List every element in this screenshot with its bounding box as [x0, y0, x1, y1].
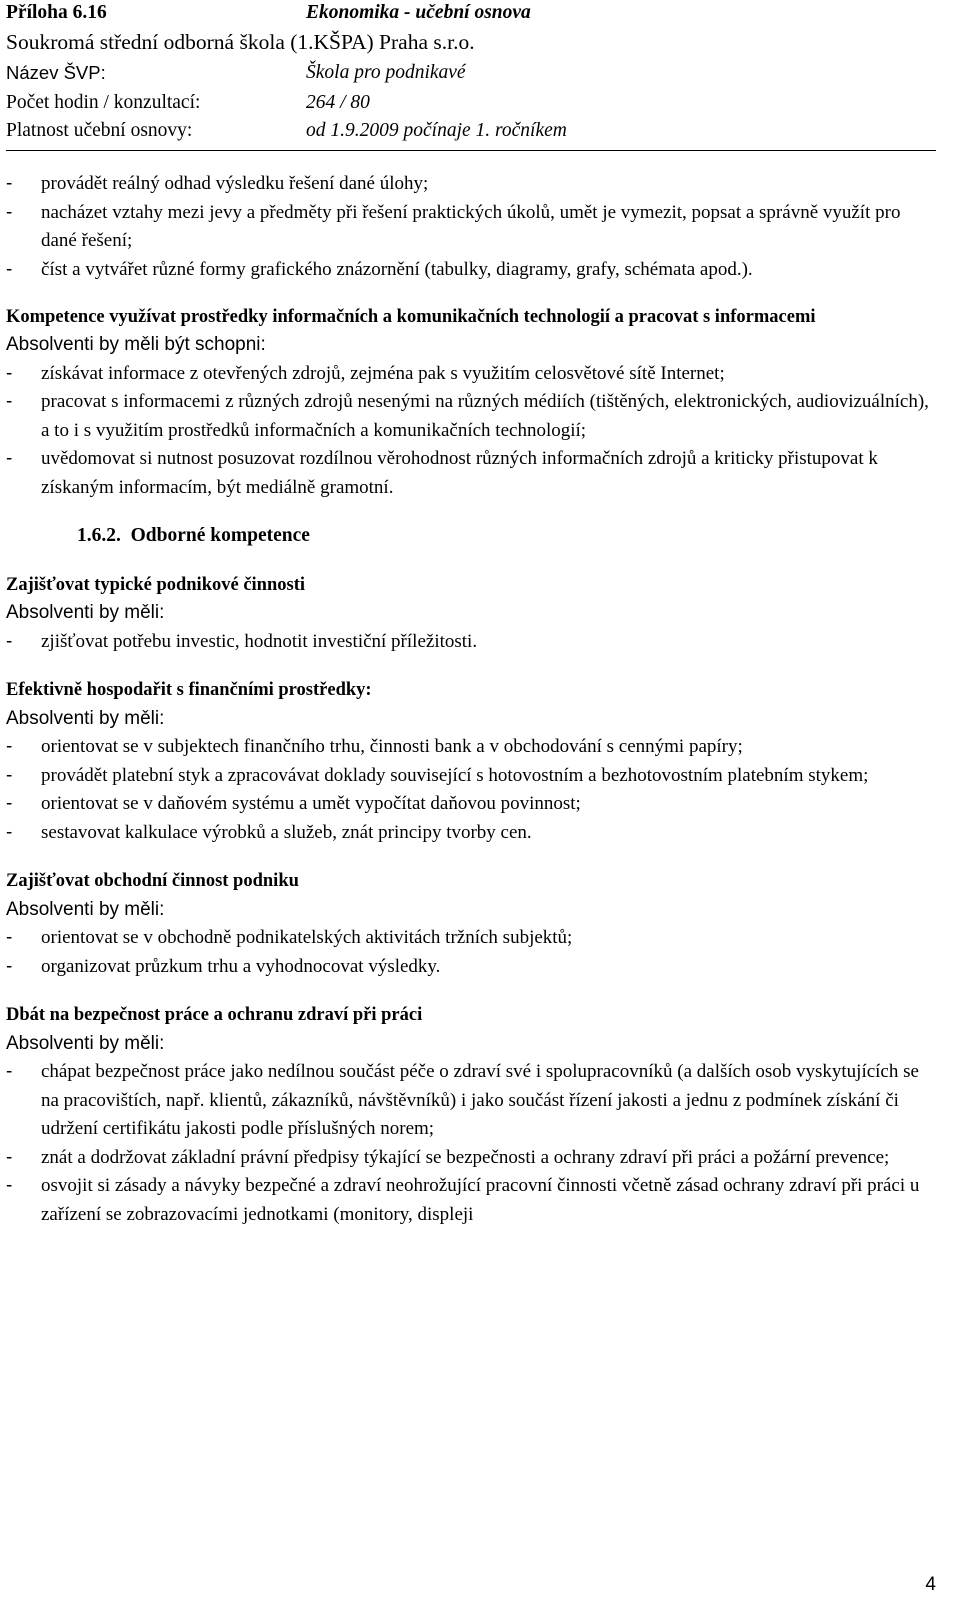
section-item-list [6, 628, 938, 657]
list-item: - osvojit si zásady a návyky bezpečné a zdraví neohrožující pracovní činnosti včetně zásad ochrany zdraví při práci u zařízení se zobrazovacími jednotkami (monitory, displeji [6, 1172, 938, 1229]
svp-value: Škola pro podnikavé [306, 62, 466, 83]
list-item: - orientovat se v subjektech finančního trhu, činnosti bank a v obchodování s cennými papíry; [6, 733, 938, 762]
subject-title: Ekonomika - učební osnova [306, 2, 531, 23]
odborne-title: Odborné kompetence [130, 525, 310, 546]
list-item: - nacházet vztahy mezi jevy a předměty při řešení praktických úkolů, umět je vymezit, popsat a správně využít pro dané řešení; [6, 199, 938, 256]
validity-value: od 1.9.2009 počínaje 1. ročníkem [306, 120, 567, 141]
section-item-list [6, 1058, 938, 1229]
school-name: Soukromá střední odborná škola (1.KŠPA) Praha s.r.o. [6, 30, 475, 54]
list-item: - pracovat s informacemi z různých zdrojů nesenými na různých médiích (tištěných, elektronických, audiovizuálních), a to i s využitím prostředků informačních a komunikačních technologií; [6, 388, 938, 445]
ict-item-list [6, 360, 938, 503]
list-item: - orientovat se v daňovém systému a umět vypočítat daňovou povinnost; [6, 790, 938, 819]
list-item: - zjišťovat potřebu investic, hodnotit investiční příležitosti. [6, 628, 938, 657]
document-header [6, 0, 936, 151]
section-item-list [6, 924, 938, 981]
section-title: Zajišťovat typické podnikové činnosti [6, 574, 305, 595]
svp-label: Název ŠVP: [6, 62, 106, 83]
hours-value: 264 / 80 [306, 92, 370, 113]
ict-intro: Absolventi by měli být schopni: [6, 334, 266, 355]
list-item: - organizovat průzkum trhu a vyhodnocovat výsledky. [6, 953, 938, 982]
section-title: Dbát na bezpečnost práce a ochranu zdraví při práci [6, 1005, 423, 1025]
odborne-heading [6, 522, 938, 551]
list-item: - provádět reálný odhad výsledku řešení dané úlohy; [6, 170, 938, 199]
list-item: - chápat bezpečnost práce jako nedílnou součást péče o zdraví své i spolupracovníků (a dalších osob vyskytujících se na pracovištích, např. klientů, zákazníků, návštěvníků) i jako součást řízení jakosti a jednu z podmínek získání či udržení certifikátu jakosti podle příslušných norem; [6, 1058, 938, 1144]
section-item-list [6, 733, 938, 847]
top-item-list [6, 170, 938, 284]
page-number: 4 [925, 1574, 936, 1595]
odborne-number: 1.6.2. [77, 525, 121, 546]
section-intro: Absolventi by měli: [6, 1032, 165, 1054]
validity-label: Platnost učební osnovy: [6, 120, 193, 141]
list-item: - orientovat se v obchodně podnikatelských aktivitách tržních subjektů; [6, 924, 938, 953]
ict-competence-title: Kompetence využívat prostředky informačních a komunikačních technologií a pracovat s informacemi [6, 307, 816, 327]
list-item: - znát a dodržovat základní právní předpisy týkající se bezpečnosti a ochrany zdraví při práci a požární prevence; [6, 1144, 938, 1173]
list-item: - provádět platební styk a zpracovávat doklady související s hotovostním a bezhotovostním platebním stykem; [6, 762, 938, 791]
list-item: - uvědomovat si nutnost posuzovat rozdílnou věrohodnost různých informačních zdrojů a kriticky přistupovat k získaným informacím, být mediálně gramotní. [6, 445, 938, 502]
section-title: Zajišťovat obchodní činnost podniku [6, 871, 299, 891]
list-item: - sestavovat kalkulace výrobků a služeb, znát principy tvorby cen. [6, 819, 938, 848]
list-item: - číst a vytvářet různé formy grafického znázornění (tabulky, diagramy, grafy, schémata apod.). [6, 256, 938, 285]
annex-label: Příloha 6.16 [6, 2, 107, 23]
section-title: Efektivně hospodařit s finančními prostředky: [6, 680, 372, 700]
hours-label: Počet hodin / konzultací: [6, 92, 201, 113]
section-intro: Absolventi by měli: [6, 707, 165, 729]
list-item: - získávat informace z otevřených zdrojů, zejména pak s využitím celosvětové sítě Internet; [6, 360, 938, 389]
document-body [6, 170, 938, 1229]
section-intro: Absolventi by měli: [6, 602, 165, 623]
section-intro: Absolventi by měli: [6, 898, 165, 920]
